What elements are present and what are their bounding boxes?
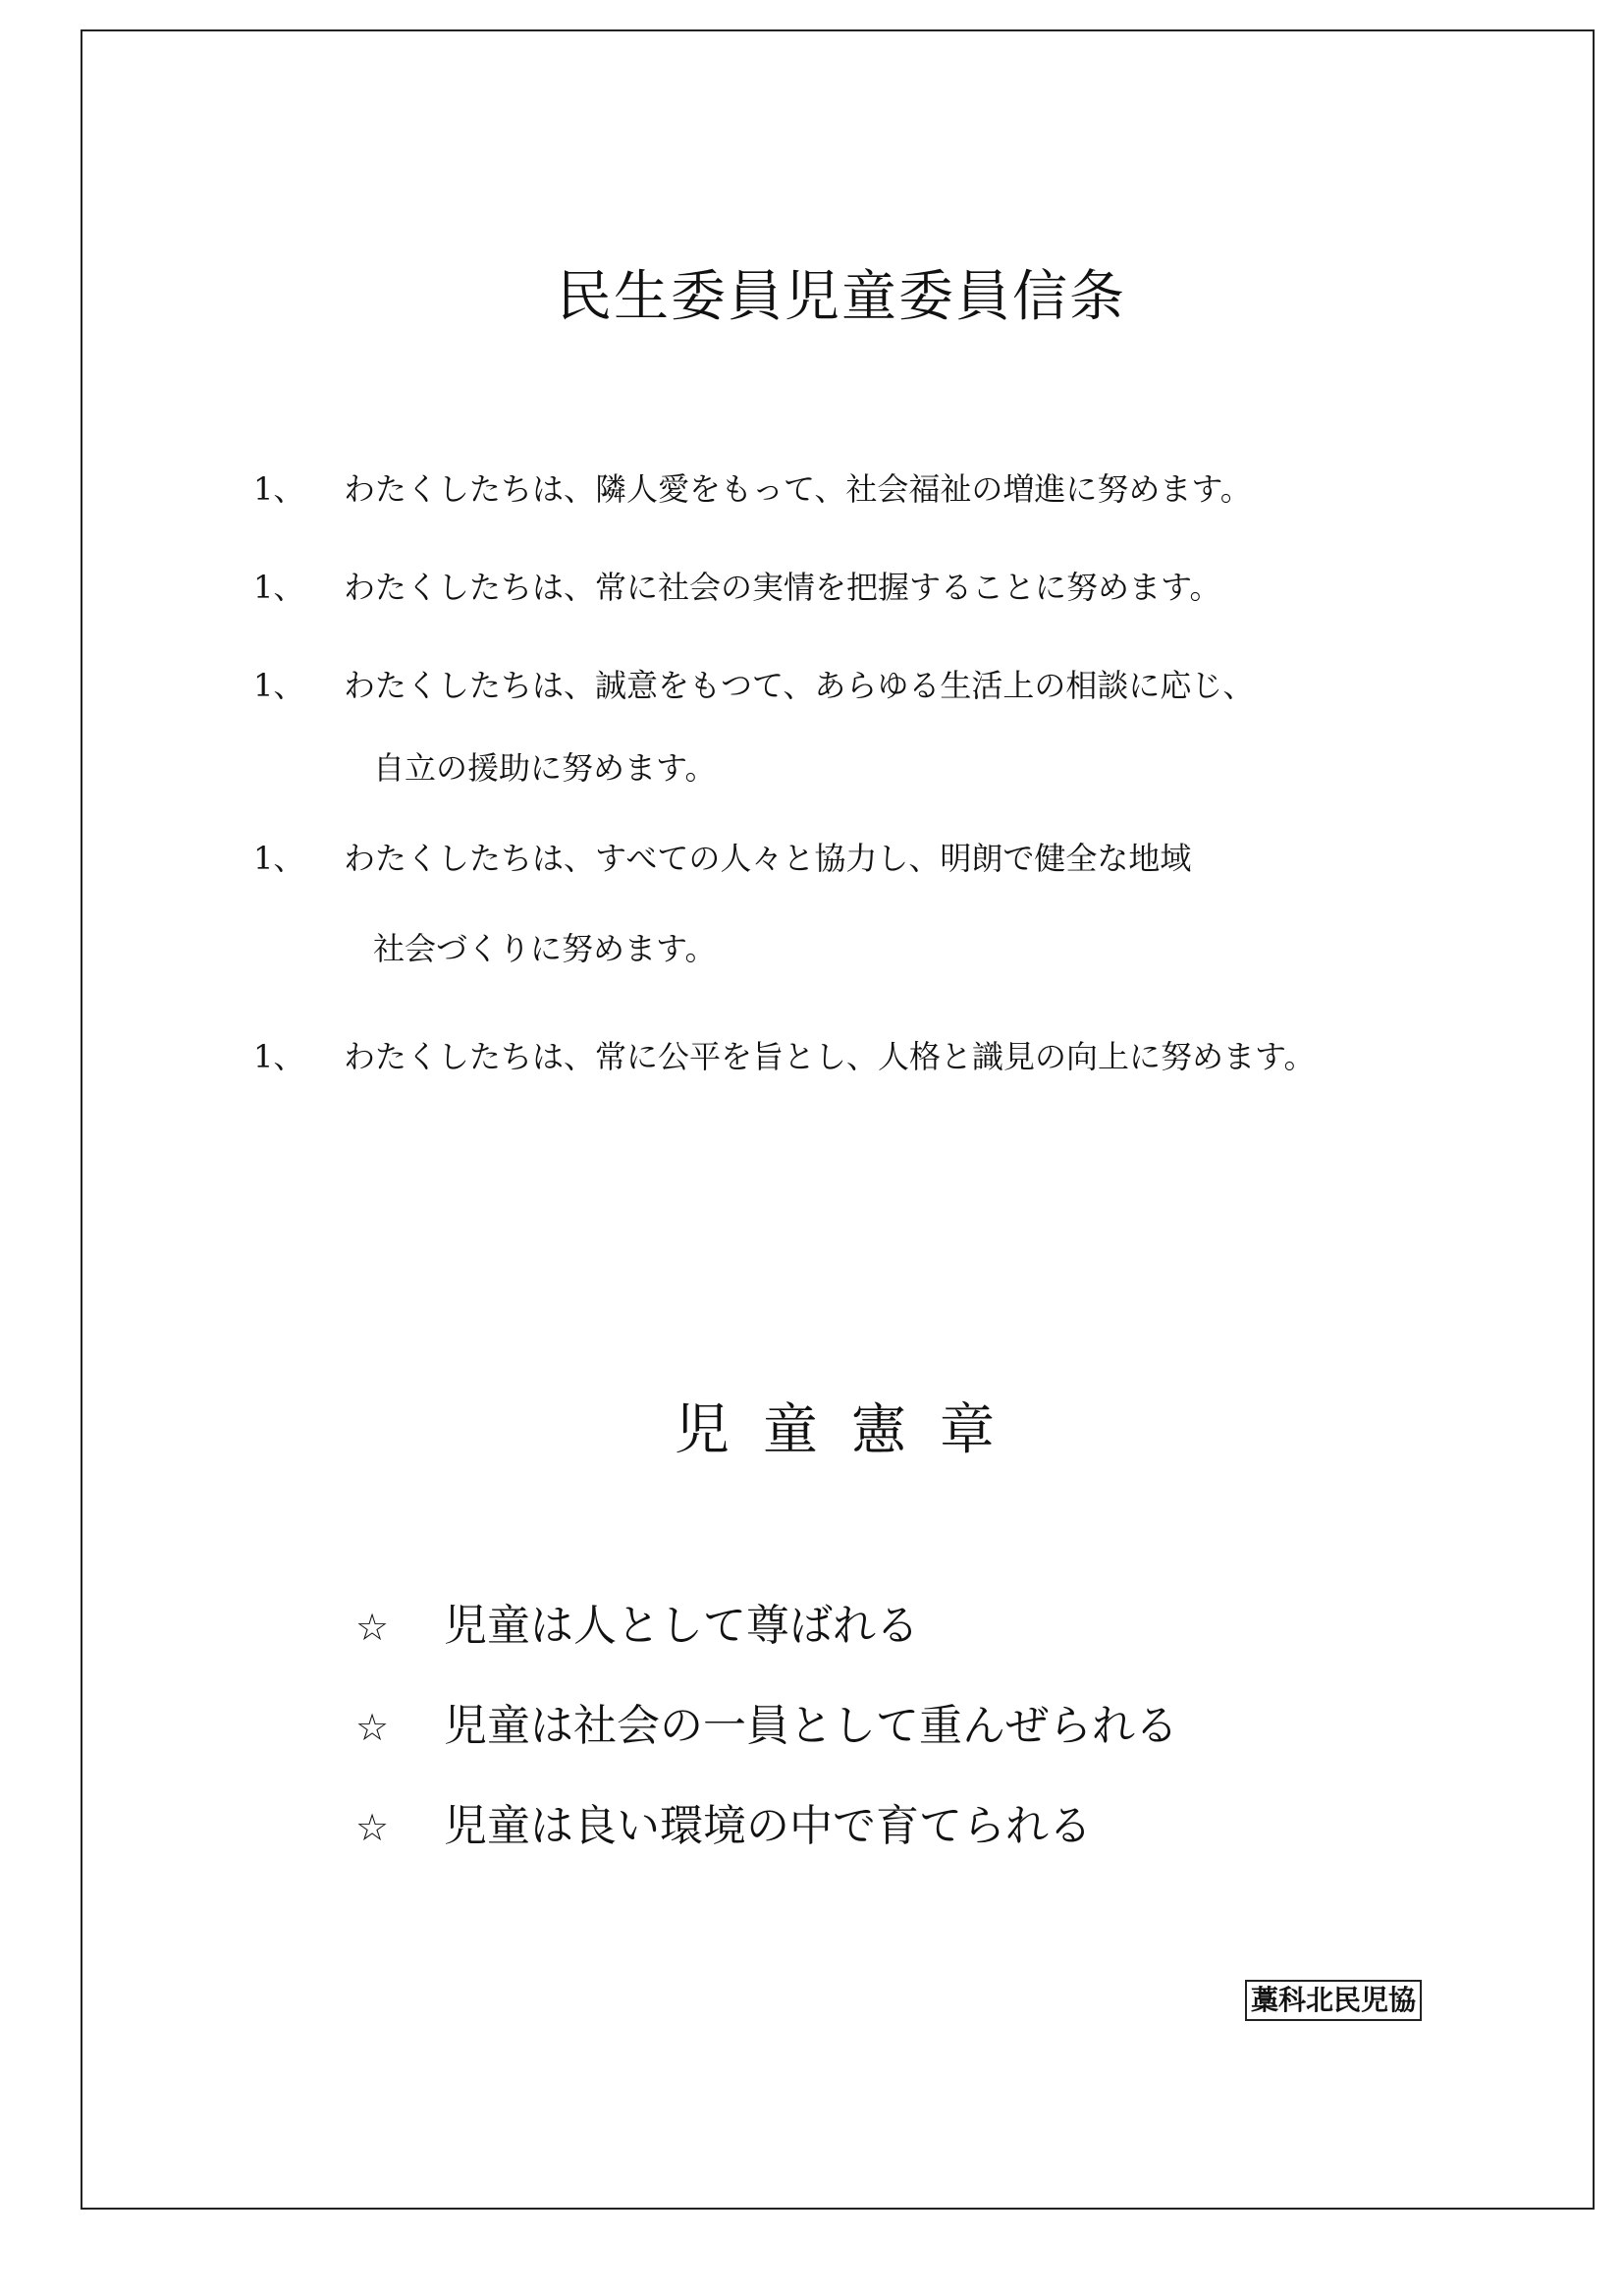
creed-item-3-continuation: 自立の援助に努めます。 [373, 749, 717, 787]
charter-item-text: 児童は社会の一員として重んぜられる [444, 1701, 1178, 1751]
charter-item-3 [355, 1799, 1092, 1855]
charter-item-text: 児童は良い環境の中で育てられる [444, 1801, 1092, 1851]
organization-stamp: 藁科北民児協 [1245, 1980, 1422, 2021]
creed-item-4-continuation: 社会づくりに努めます。 [373, 930, 717, 967]
page-border [81, 29, 1595, 2210]
star-icon: ☆ [355, 1706, 390, 1749]
creed-item-number: 1、 [253, 569, 305, 606]
creed-item-number: 1、 [253, 470, 305, 508]
creed-item-text: わたくしたちは、常に社会の実情を把握することに努めます。 [344, 569, 1221, 606]
charter-item-text: 児童は人として尊ばれる [444, 1601, 919, 1651]
creed-item-number: 1、 [253, 840, 305, 877]
creed-item-2 [253, 566, 1220, 609]
creed-item-text: わたくしたちは、誠意をもつて、あらゆる生活上の相談に応じ、 [344, 667, 1255, 704]
creed-item-number: 1、 [253, 1038, 305, 1075]
creed-item-text: わたくしたちは、隣人愛をもって、社会福祉の増進に努めます。 [344, 470, 1252, 508]
star-icon: ☆ [355, 1606, 390, 1649]
creed-title: 民生委員児童委員信条 [557, 265, 1126, 329]
creed-item-number: 1、 [253, 667, 305, 704]
star-icon: ☆ [355, 1806, 390, 1849]
charter-item-2 [355, 1699, 1178, 1755]
creed-item-5 [253, 1035, 1315, 1078]
creed-item-3 [253, 664, 1254, 707]
creed-item-text: わたくしたちは、常に公平を旨とし、人格と識見の向上に努めます。 [344, 1038, 1316, 1075]
charter-title: 児童憲章 [675, 1398, 1028, 1462]
creed-item-text: わたくしたちは、すべての人々と協力し、明朗で健全な地域 [344, 840, 1192, 877]
creed-item-4 [253, 837, 1191, 880]
creed-item-1 [253, 467, 1252, 511]
charter-item-1 [355, 1599, 919, 1655]
